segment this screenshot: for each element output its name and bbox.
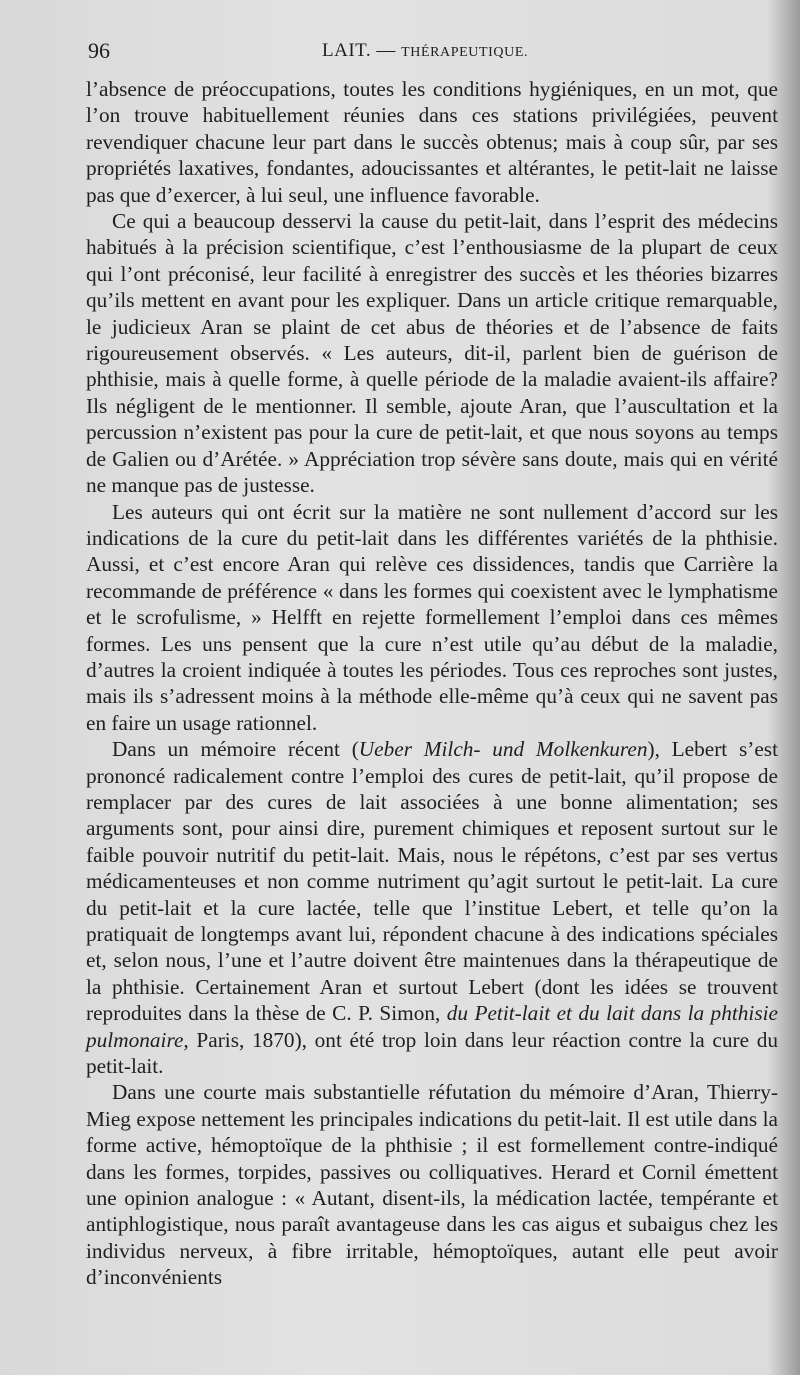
paragraph [86,208,778,498]
text-run: , Paris, 1870), ont été trop loin dans leur réaction contre la cure du petit-lait. [86,1027,778,1079]
running-title-main: LAIT. [322,40,372,61]
paragraph [86,76,778,208]
text-run: Dans un mémoire récent ( [112,737,359,762]
running-title-sub: THÉRAPEUTIQUE. [401,45,529,60]
paragraph [86,1079,778,1290]
page-number: 96 [88,38,110,63]
text-run: Dans une courte mais substantielle réfutation du mémoire d’Aran, Thierry-Mieg expose nettement les principales indications du petit-lait. Il est utile dans la forme active, hémoptoïque de la phthisie ; il est formellement contre-indiqué dans les formes, torpides, passives ou colliquatives. Herard et Cornil émettent une opinion analogue : « Autant, disent-ils, la médication lactée, tempérante et antiphlogistique, nous paraît avantageuse dans les cas aigus et subaigus chez les individus nerveux, à fibre irritable, hémoptoïques, autant elle peut avoir d’inconvénients [86,1080,778,1290]
page-header [86,38,776,66]
body-text [86,76,778,1291]
book-title-italic: Ueber Milch- und Molkenkuren [358,737,648,762]
text-run: ), Lebert s’est prononcé radicalement contre l’emploi des cures de petit-lait, qu’il propose de remplacer par des cures de lait associées à une bonne alimentation; ses arguments sont, pour ainsi dire, purement chimiques et reposent surtout sur le faible pouvoir nutritif du petit-lait. Mais, nous le répétons, c’est par ses vertus médicamenteuses et non comme nutriment qu’agit surtout le petit-lait. La cure du petit-lait et la cure lactée, telle que l’institue Lebert, et telle qu’on la pratiquait de longtemps avant lui, répondent chacune à des indications spéciales et, selon nous, l’une et l’autre doivent être maintenues dans la thérapeutique de la phthisie. Certainement Aran et surtout Lebert (dont les idées se trouvent reproduites dans la thèse de C. P. Simon, [86,737,778,1026]
text-run: l’absence de préoccupations, toutes les conditions hygiéniques, en un mot, que l’on trouve habituellement réunies dans ces stations privilégiées, peuvent revendiquer chacune leur part dans le succès obtenus; mais à coup sûr, par ses propriétés laxatives, fondantes, adoucissantes et altérantes, le petit-lait ne laisse pas que d’exercer, à lui seul, une influence favorable. [86,77,778,207]
running-title-dash: — [371,40,402,61]
text-run: Ce qui a beaucoup desservi la cause du petit-lait, dans l’esprit des médecins habitués à la précision scientifique, c’est l’enthousiasme de la plupart de ceux qui l’ont préconisé, leur facilité à enregistrer des succès et les théories bizarres qu’ils mettent en avant pour les expliquer. Dans un article critique remarquable, le judicieux Aran se plaint de cet abus de théories et de l’absence de faits rigoureusement observés. « Les auteurs, dit-il, parlent bien de guérison de phthisie, mais à quelle forme, à quelle période de la maladie avaient-ils affaire? Ils négligent de le mentionner. Il semble, ajoute Aran, que l’auscultation et la percussion n’existent pas pour la cure de petit-lait, et que nous soyons au temps de Galien ou d’Arétée. » Appréciation trop sévère sans doute, mais qui en vérité ne manque pas de justesse. [86,209,778,498]
paragraph [86,499,778,737]
thesis-title-italic: du Petit-lait et du lait dans la phthisie pulmonaire [86,1001,778,1052]
running-title [322,40,528,62]
text-run: Les auteurs qui ont écrit sur la matière ne sont nullement d’accord sur les indications de la cure du petit-lait dans les différentes variétés de la phthisie. Aussi, et c’est encore Aran qui relève ces dissidences, tandis que Carrière la recommande de préférence « dans les formes qui coexistent avec le lymphatisme et le scrofulisme, » Helfft en rejette formellement l’emploi dans ces mêmes formes. Les uns pensent que la cure n’est utile qu’au début de la maladie, d’autres la croient indiquée à toutes les périodes. Tous ces reproches sont justes, mais ils s’adressent moins à la méthode elle-même qu’à ceux qui ne savent pas en faire un usage rationnel. [86,499,778,735]
paragraph [86,736,778,1079]
